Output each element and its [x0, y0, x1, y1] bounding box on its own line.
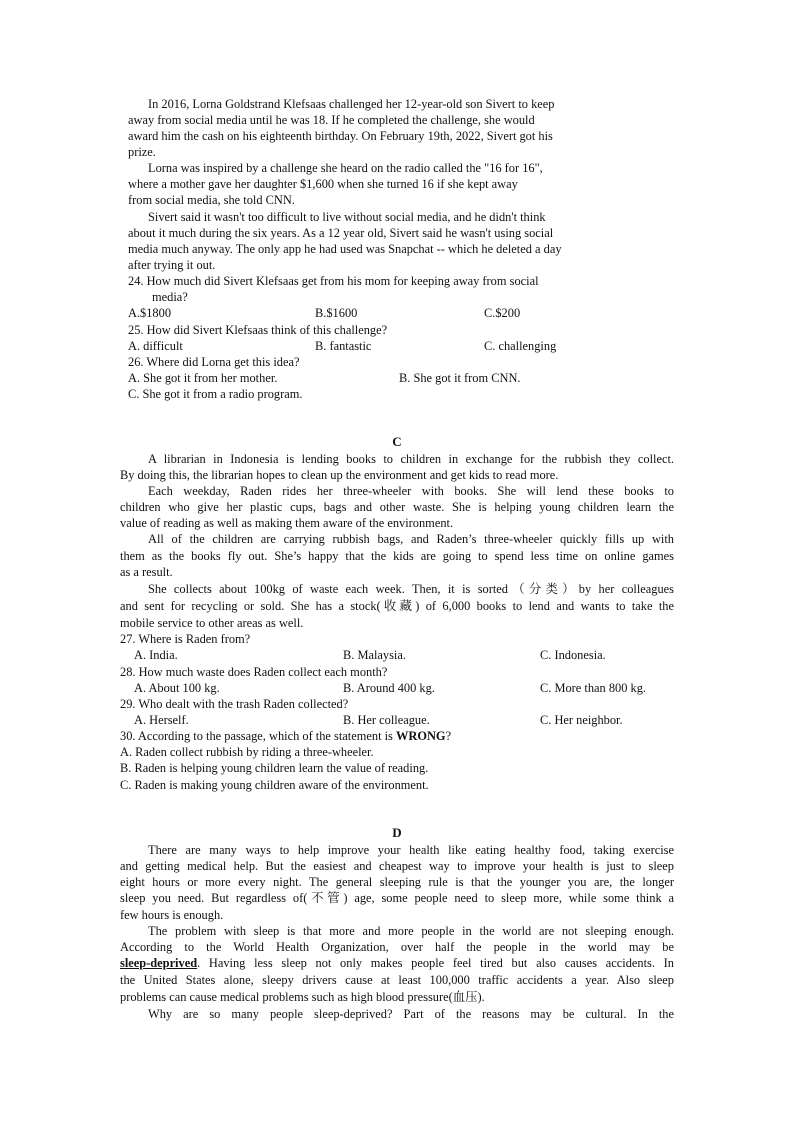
question-30-emphasis: WRONG — [395, 729, 446, 743]
passage-b-line: media much anyway. The only app he had used was Snapchat -- which he deleted a day — [128, 242, 562, 256]
passage-b-line: where a mother gave her daughter $1,600 when she turned 16 if she kept away — [128, 177, 518, 191]
passage-c-line: mobile service to other areas as well. — [120, 616, 304, 630]
passage-b-line: prize. — [128, 145, 156, 159]
passage-d-line: According to the World Health Organization, over half the people in the world may be — [120, 940, 674, 954]
option-27-b: B. Malaysia. — [343, 648, 406, 662]
option-26-b: B. She got it from CNN. — [399, 371, 521, 385]
option-30-b: B. Raden is helping young children learn the value of reading. — [120, 761, 429, 775]
passage-c-line: and sent for recycling or sold. She has a stock(收藏) of 6,000 books to lend and wants to take the — [120, 599, 674, 613]
option-25-b: B. fantastic — [315, 339, 372, 353]
passage-b-line: after trying it out. — [128, 258, 216, 272]
option-24-a: A.$1800 — [128, 306, 172, 320]
question-30-text: 30. According to the passage, which of the statement is — [120, 729, 396, 743]
passage-c-line: value of reading as well as making them aware of the environment. — [120, 516, 454, 530]
option-28-a: A. About 100 kg. — [134, 681, 220, 695]
option-27-c: C. Indonesia. — [540, 648, 606, 662]
passage-b-line: In 2016, Lorna Goldstrand Klefsaas challenged her 12-year-old son Sivert to keep — [148, 97, 555, 111]
passage-d-line: and getting medical help. But the easiest and cheapest way to improve your health is just to sleep — [120, 859, 674, 873]
question-27: 27. Where is Raden from? — [120, 632, 251, 646]
option-30-c: C. Raden is making young children aware of the environment. — [120, 778, 429, 792]
option-29-c: C. Her neighbor. — [540, 713, 623, 727]
passage-d-line: Why are so many people sleep-deprived? Part of the reasons may be cultural. In the — [148, 1007, 674, 1021]
passage-d-line: problems can cause medical problems such as high blood pressure(血压). — [120, 990, 485, 1004]
passage-c-line: She collects about 100kg of waste each week. Then, it is sorted（分类）by her colleagues — [148, 582, 674, 596]
section-heading-d: D — [392, 825, 402, 840]
key-word-sleep-deprived: sleep-deprived — [120, 956, 198, 970]
question-28: 28. How much waste does Raden collect each month? — [120, 665, 388, 679]
passage-c-line: By doing this, the librarian hopes to clean up the environment and get kids to read more. — [120, 468, 559, 482]
passage-d-line: sleep you need. But regardless of(不管) age, some people need to sleep more, while some think a — [120, 891, 674, 905]
passage-d-line — [120, 955, 674, 971]
question-29: 29. Who dealt with the trash Raden collected? — [120, 697, 349, 711]
option-29-b: B. Her colleague. — [343, 713, 430, 727]
section-heading-c: C — [392, 434, 402, 449]
passage-d-line: few hours is enough. — [120, 908, 224, 922]
passage-b-line: Sivert said it wasn't too difficult to live without social media, and he didn't think — [148, 210, 546, 224]
option-25-a: A. difficult — [128, 339, 183, 353]
passage-b-line: about it much during the six years. As a 12 year old, Sivert said he wasn't using social — [128, 226, 554, 240]
passage-b-line: award him the cash on his eighteenth birthday. On February 19th, 2022, Sivert got his — [128, 129, 553, 143]
option-25-c: C. challenging — [484, 339, 557, 353]
option-27-a: A. India. — [134, 648, 178, 662]
option-26-c: C. She got it from a radio program. — [128, 387, 303, 401]
passage-b-line: away from social media until he was 18. If he completed the challenge, she would — [128, 113, 535, 127]
question-30 — [120, 728, 451, 744]
passage-c-line: them as the books fly out. She’s happy that the kids are going to spend less time on online games — [120, 549, 674, 563]
option-26-a: A. She got it from her mother. — [128, 371, 278, 385]
option-28-b: B. Around 400 kg. — [343, 681, 435, 695]
option-24-b: B.$1600 — [315, 306, 358, 320]
question-30-mark: ? — [445, 729, 452, 743]
passage-d-line-rest: . Having less sleep not only makes people feel tired but also causes accidents. In — [197, 956, 674, 970]
passage-b-line: Lorna was inspired by a challenge she heard on the radio called the "16 for 16", — [148, 161, 543, 175]
passage-d-line: the United States alone, sleepy drivers cause at least 100,000 traffic accidents a year. Also sleep — [120, 973, 674, 987]
passage-c-line: A librarian in Indonesia is lending books to children in exchange for the rubbish they collect. — [148, 452, 674, 466]
option-30-a: A. Raden collect rubbish by riding a three-wheeler. — [120, 745, 374, 759]
passage-d-line: There are many ways to help improve your health like eating healthy food, taking exercise — [148, 843, 674, 857]
passage-c-line: All of the children are carrying rubbish bags, and Raden’s three-wheeler quickly fills up with — [148, 532, 674, 546]
passage-d-line: The problem with sleep is that more and more people in the world are not sleeping enough. — [148, 924, 674, 938]
question-24-cont: media? — [152, 290, 188, 304]
passage-b-line: from social media, she told CNN. — [128, 193, 295, 207]
question-25: 25. How did Sivert Klefsaas think of this challenge? — [128, 323, 388, 337]
question-24: 24. How much did Sivert Klefsaas get from his mom for keeping away from social — [128, 274, 539, 288]
passage-c-line: Each weekday, Raden rides her three-wheeler with books. She will lend these books to — [148, 484, 674, 498]
passage-c-line: as a result. — [120, 565, 173, 579]
option-28-c: C. More than 800 kg. — [540, 681, 646, 695]
option-29-a: A. Herself. — [134, 713, 189, 727]
passage-d-line: eight hours or more every night. The general sleeping rule is that the younger you are, the longer — [120, 875, 674, 889]
passage-c-line: children who give her plastic cups, bags and other waste. She is helping young children learn the — [120, 500, 674, 514]
question-26: 26. Where did Lorna get this idea? — [128, 355, 300, 369]
option-24-c: C.$200 — [484, 306, 521, 320]
